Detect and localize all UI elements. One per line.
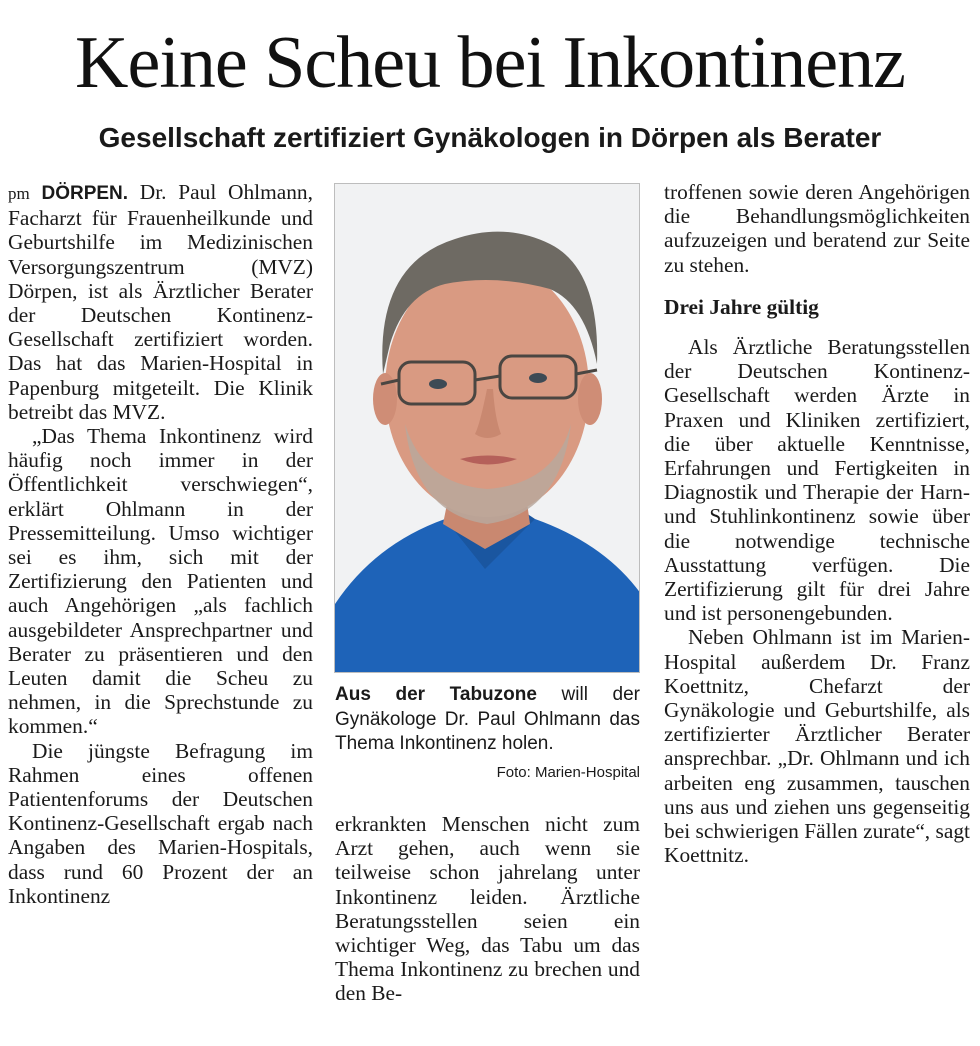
portrait-illustration <box>335 184 640 673</box>
article-column-3 <box>664 180 970 867</box>
paragraph-3: Die jüngste Befragung im Rahmen eines offenen Patientenforums der Deutschen Kontinenz-Gesellschaft ergab nach Angaben des Marien-Hospitals, dass rund 60 Prozent der an Inkontinenz <box>8 738 313 908</box>
paragraph-1 <box>8 180 313 424</box>
portrait-photo <box>334 183 640 673</box>
photo-credit: Foto: Marien-Hospital <box>496 763 640 781</box>
paragraph-5: troffenen sowie deren Angehörigen die Behandlungsmöglichkeiten aufzuzeigen und beratend zur Seite zu stehen. <box>664 180 970 277</box>
headline: Keine Scheu bei Inkontinenz <box>75 22 905 104</box>
caption-lead: Aus der Tabuzone <box>335 684 537 705</box>
paragraph-7: Neben Ohlmann ist im Marien-Hospital außerdem Dr. Franz Koettnitz, Chefarzt der Gynäkologie und Geburtshilfe, als zertifizierter Ärztlicher Berater ansprechbar. „Dr. Ohlmann und ich arbeiten eng zusammen, tauschen uns aus und ziehen uns gegenseitig bei schwierigen Fällen zurate“, sagt Koettnitz. <box>664 625 970 868</box>
photo-caption <box>335 683 640 785</box>
caption-text: will der Gynäkologe Dr. Paul Ohlmann das Thema Inkontinenz holen. <box>335 684 640 754</box>
author-initials: pm <box>8 184 30 203</box>
paragraph-4: erkrankten Menschen nicht zum Arzt gehen, auch wenn sie teilweise schon jahrelang unter Inkontinenz leiden. Ärztliche Beratungsstellen seien ein wichtiger Weg, das Tabu um das Thema Inkontinenz zu brechen und den Be- <box>335 812 640 1006</box>
paragraph-1-text: Dr. Paul Ohlmann, Facharzt für Frauenheilkunde und Geburtshilfe im Medizinischen Versorgungszentrum (MVZ) Dörpen, ist als Ärztlicher Berater der Deutschen Kontinenz-Gesellschaft zertifiziert worden. Das hat das Marien-Hospital in Papenburg mitgeteilt. Die Klinik betreibt das MVZ. <box>8 180 313 424</box>
section-heading: Drei Jahre gültig <box>664 294 819 319</box>
article-column-1 <box>8 180 313 908</box>
dateline: DÖRPEN. <box>41 183 129 204</box>
subheadline: Gesellschaft zertifiziert Gynäkologen in Dörpen als Berater <box>98 122 882 153</box>
paragraph-6: Als Ärztliche Beratungsstellen der Deutschen Kontinenz-Gesellschaft werden Ärzte in Praxen und Kliniken zertifiziert, die über aktuelle Kenntnisse, Erfahrungen und Fertigkeiten in Diagnostik und Therapie der Harn- und Stuhlinkontinenz sowie über die notwendige technische Ausstattung verfügen. Die Zertifizierung gilt für drei Jahre und ist personengebunden. <box>664 335 970 626</box>
article-column-2 <box>335 812 640 1006</box>
paragraph-2: „Das Thema Inkontinenz wird häufig noch immer in der Öffentlichkeit verschwiegen“, erklärt Ohlmann in der Pressemitteilung. Umso wichtiger sei es ihm, sich mit der Zertifizierung den Patienten und auch Angehörigen „als fachlich ausgebildeter Ansprechpartner und Berater zu präsentieren und den Leuten damit die Scheu zu nehmen, in die Sprechstunde zu kommen.“ <box>8 424 313 739</box>
